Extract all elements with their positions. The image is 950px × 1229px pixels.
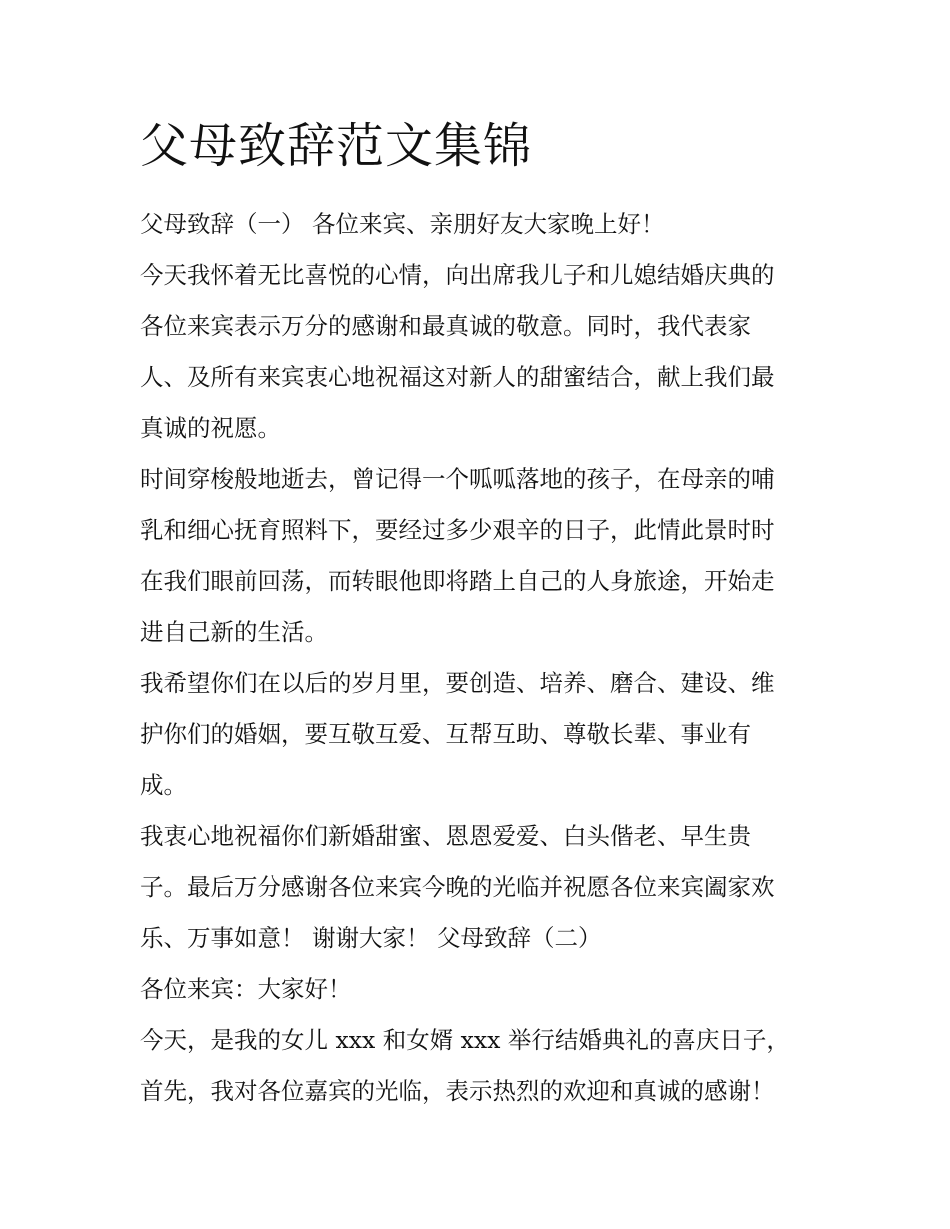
text-line: 成。	[140, 771, 187, 799]
text-line: 我希望你们在以后的岁月里，要创造、培养、磨合、建设、维	[140, 669, 775, 697]
text-line: 首先，我对各位嘉宾的光临，表示热烈的欢迎和真诚的感谢！	[140, 1077, 775, 1105]
text-line: 在我们眼前回荡，而转眼他即将踏上自己的人身旅途，开始走	[140, 567, 775, 595]
text-line: 今天我怀着无比喜悦的心情，向出席我儿子和儿媳结婚庆典的	[140, 261, 775, 289]
text-line: 真诚的祝愿。	[140, 414, 281, 442]
text-line: 子。最后万分感谢各位来宾今晚的光临并祝愿各位来宾阖家欢	[140, 873, 775, 901]
text-line: 乳和细心抚育照料下，要经过多少艰辛的日子，此情此景时时	[140, 516, 775, 544]
document-body	[140, 199, 820, 1117]
text-line: 我衷心地祝福你们新婚甜蜜、恩恩爱爱、白头偕老、早生贵	[140, 822, 751, 850]
text-line: 乐、万事如意！ 谢谢大家！ 父母致辞（二）	[140, 924, 602, 952]
text-line: 时间穿梭般地逝去，曾记得一个呱呱落地的孩子，在母亲的哺	[140, 465, 775, 493]
text-line: 护你们的婚姻，要互敬互爱、互帮互助、尊敬长辈、事业有	[140, 720, 751, 748]
text-line: 人、及所有来宾衷心地祝福这对新人的甜蜜结合，献上我们最	[140, 363, 775, 391]
text-line: 进自己新的生活。	[140, 618, 328, 646]
text-line: 今天，是我的女儿 xxx 和女婿 xxx 举行结婚典礼的喜庆日子，	[140, 1026, 790, 1054]
document-title: 父母致辞范文集锦	[140, 118, 533, 174]
text-line: 父母致辞（一） 各位来宾、亲朋好友大家晚上好！	[140, 210, 665, 238]
text-line: 各位来宾表示万分的感谢和最真诚的敬意。同时，我代表家	[140, 312, 751, 340]
text-line: 各位来宾：大家好！	[140, 975, 352, 1003]
